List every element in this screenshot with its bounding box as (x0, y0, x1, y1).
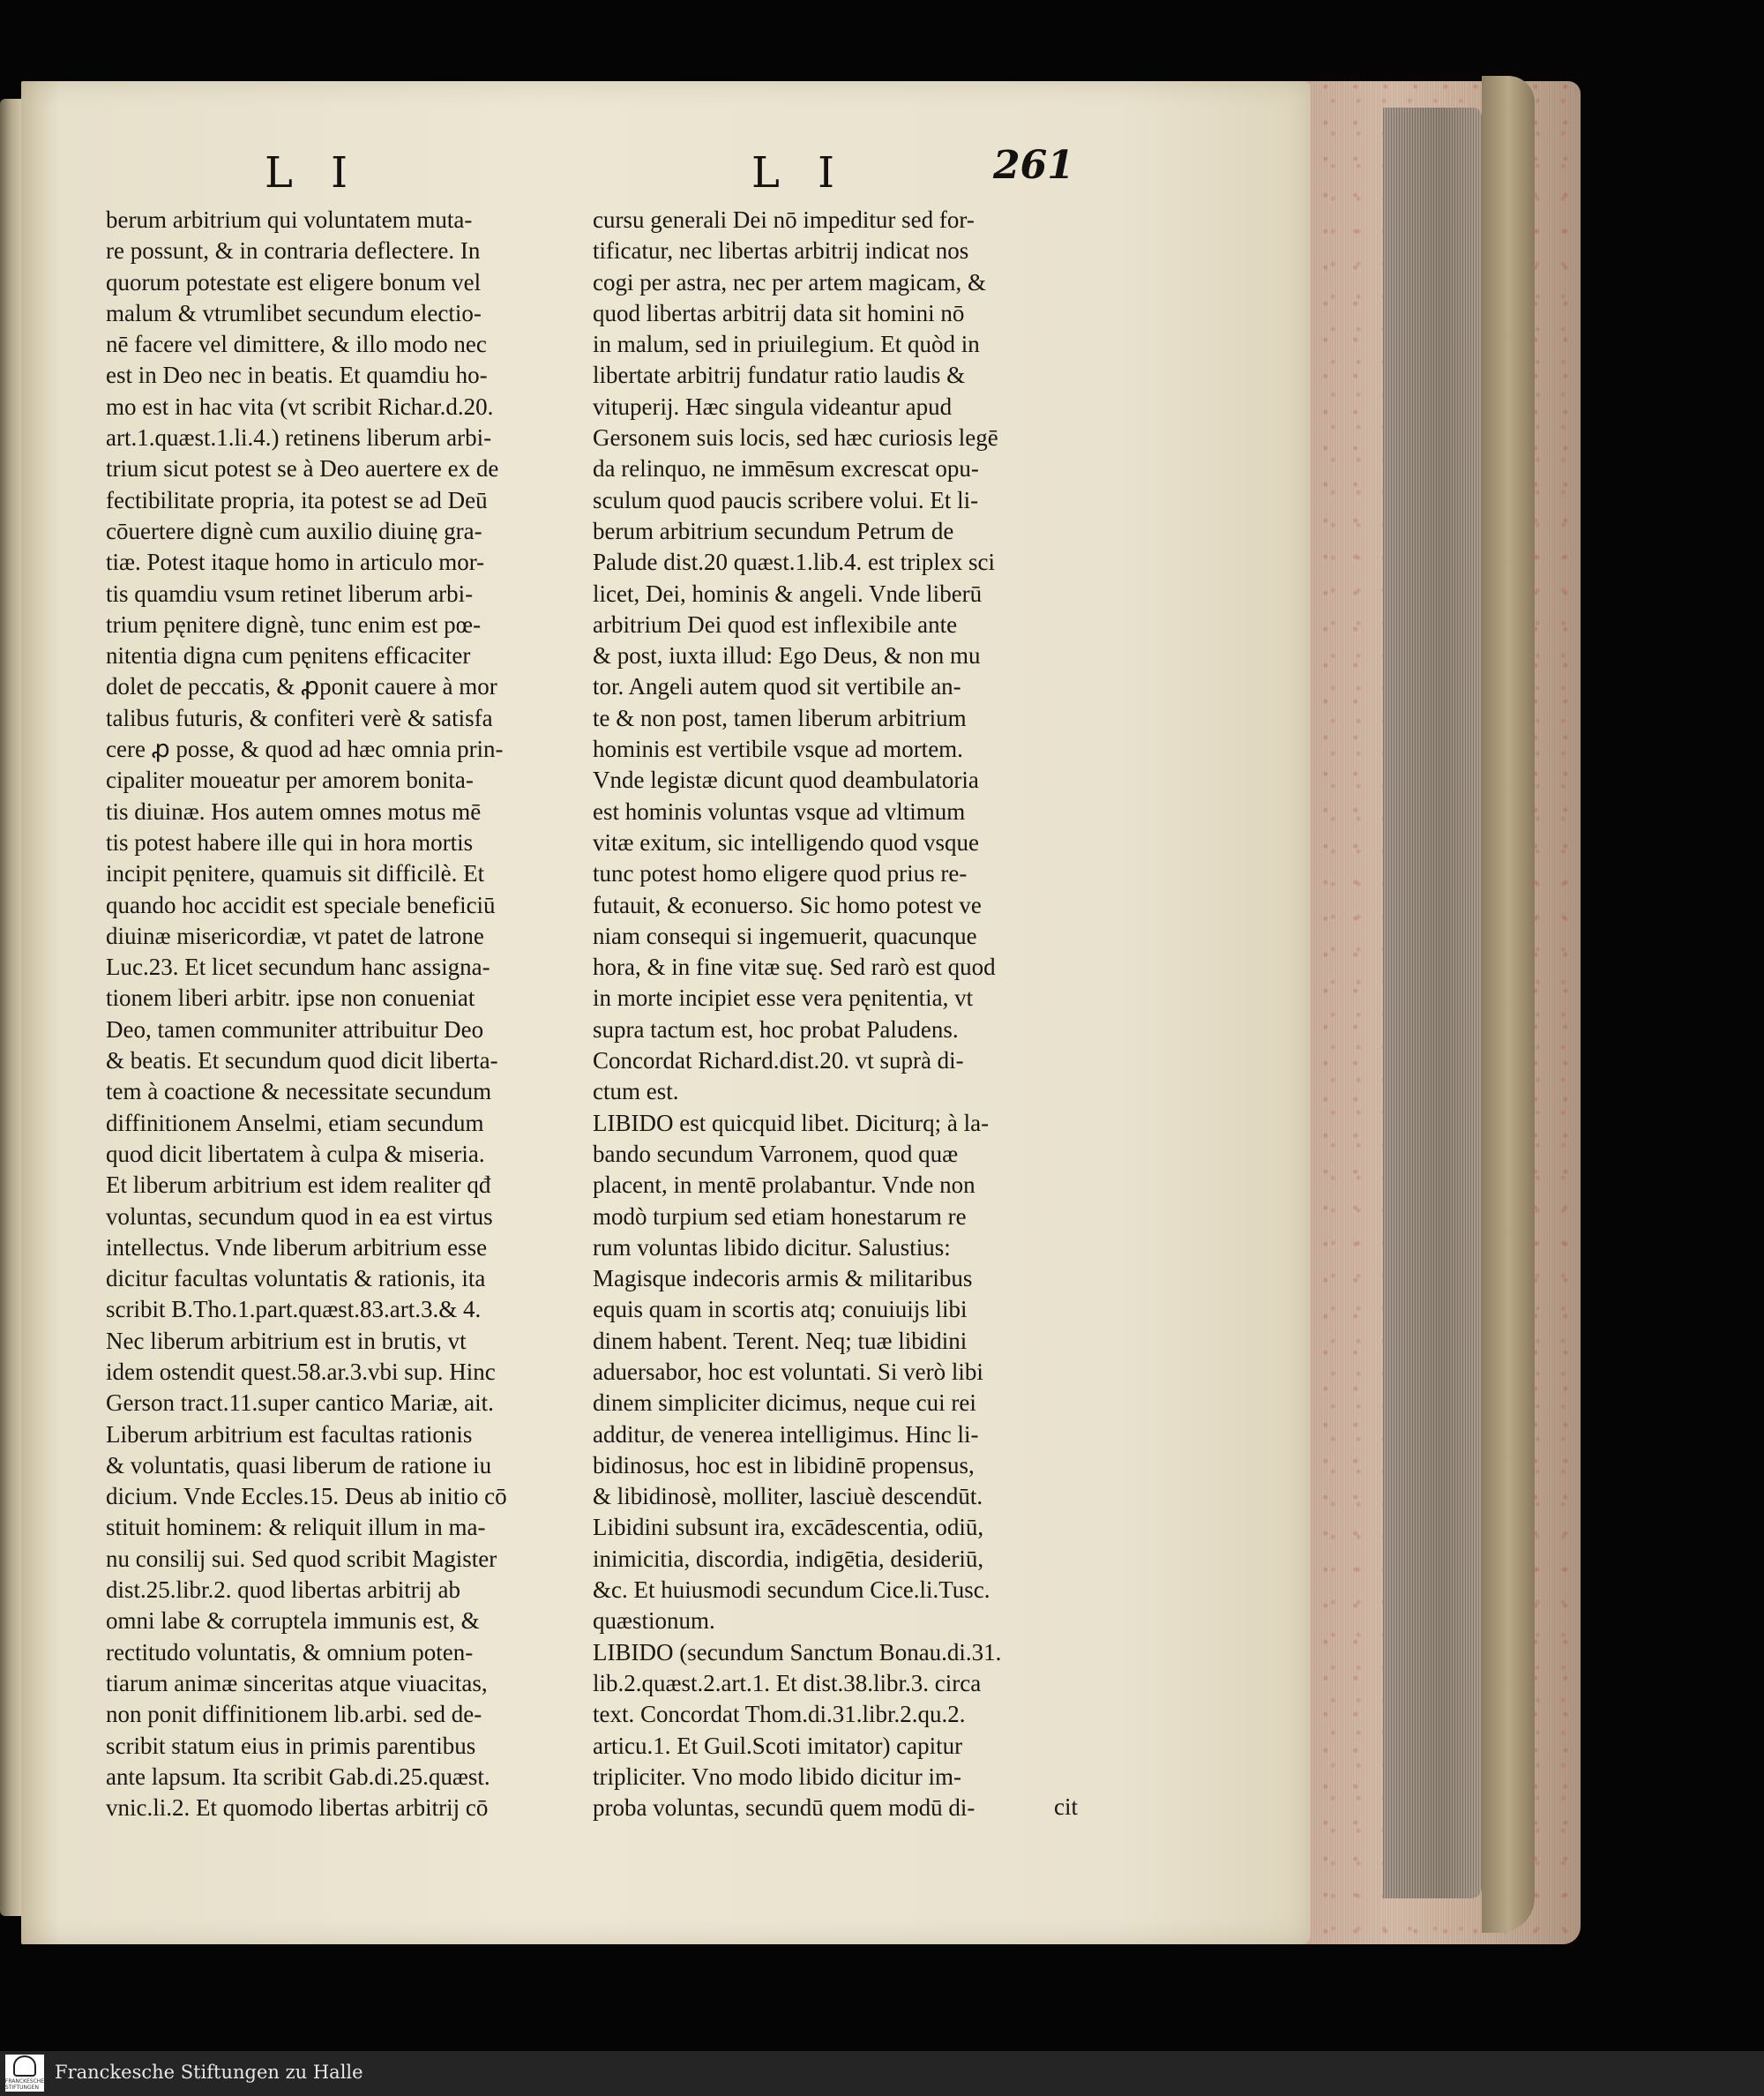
text-line: modò turpium sed etiam honestarum re (593, 1202, 967, 1230)
text-line: cōuertere dignè cum auxilio diuinę gra- (106, 517, 482, 544)
text-line: est hominis voluntas vsque ad vltimum (593, 797, 966, 825)
text-line: Gersonem suis locis, sed hæc curiosis legē (593, 424, 998, 452)
text-line: dinem simpliciter dicimus, neque cui rei (593, 1389, 976, 1417)
text-line: vituperij. Hæc singula videantur apud (593, 393, 953, 420)
text-line: nitentia digna cum pęnitens efficaciter (106, 642, 471, 670)
text-line: text. Concordat Thom.di.31.libr.2.qu.2. (593, 1701, 966, 1728)
text-line: ctum est. (593, 1078, 679, 1105)
running-head-right: L I (751, 148, 848, 198)
text-line: equis quam in scortis atq; conuiuijs libi (593, 1296, 968, 1323)
catchword: cit (1054, 1793, 1078, 1820)
text-line: inimicitia, discordia, indigētia, desideriū, (593, 1545, 984, 1572)
institution-name: Franckesche Stiftungen zu Halle (55, 2062, 363, 2083)
text-line: est in Deo nec in beatis. Et quamdiu ho- (106, 362, 488, 389)
text-line: quorum potestate est eligere bonum vel (106, 268, 482, 296)
text-line: diffinitionem Anselmi, etiam secundum (106, 1109, 484, 1136)
text-line: tor. Angeli autem quod sit vertibile an- (593, 673, 961, 700)
text-line: trium pęnitere dignè, tunc enim est pœ- (106, 610, 482, 638)
text-line: cogi per astra, nec per artem magicam, & (593, 268, 987, 296)
text-line: dinem habent. Terent. Neq; tuæ libidini (593, 1327, 968, 1354)
text-line: Liberum arbitrium est facultas rationis (106, 1420, 473, 1448)
text-line: trium sicut potest se à Deo auertere ex de (106, 455, 499, 483)
text-line: Palude dist.20 quæst.1.lib.4. est triplex sci (593, 549, 995, 576)
text-line: & libidinosè, molliter, lasciuè descendūt. (593, 1483, 983, 1510)
text-line: ante lapsum. Ita scribit Gab.di.25.quæst. (106, 1763, 490, 1790)
text-line: hominis est vertibile vsque ad mortem. (593, 736, 963, 763)
text-line: fectibilitate propria, ita potest se ad Deū (106, 486, 488, 513)
text-line: & voluntatis, quasi liberum de ratione iu (106, 1451, 492, 1478)
text-line: te & non post, tamen liberum arbitrium (593, 704, 967, 731)
text-line: dist.25.libr.2. quod libertas arbitrij ab (106, 1576, 460, 1604)
text-line: Concordat Richard.dist.20. vt suprà di- (593, 1047, 964, 1074)
text-line: licet, Dei, hominis & angeli. Vnde liberū (593, 580, 983, 607)
text-line: tificatur, nec libertas arbitrij indicat nos (593, 237, 969, 265)
text-line: lib.2.quæst.2.art.1. Et dist.38.libr.3. circa (593, 1669, 982, 1696)
text-line: Luc.23. Et licet secundum hanc assigna- (106, 954, 490, 981)
book-cover-edge (1482, 76, 1535, 1933)
text-line: non ponit diffinitionem lib.arbi. sed de- (106, 1701, 482, 1728)
text-line: rectitudo voluntatis, & omnium poten- (106, 1638, 474, 1666)
text-line: omni labe & corruptela immunis est, & (106, 1607, 480, 1635)
text-line: Nec liberum arbitrium est in brutis, vt (106, 1327, 467, 1354)
text-line: tem à coactione & necessitate secundum (106, 1078, 492, 1105)
text-line: mo est in hac vita (vt scribit Richar.d.20. (106, 393, 494, 420)
seal-icon (13, 2055, 36, 2077)
text-line: nu consilij sui. Sed quod scribit Magister (106, 1545, 497, 1572)
text-line: LIBIDO est quicquid libet. Diciturq; à la- (593, 1109, 990, 1136)
text-line: idem ostendit quest.58.ar.3.vbi sup. Hinc (106, 1358, 496, 1385)
text-line: additur, de venerea intelligimus. Hinc li- (593, 1420, 979, 1448)
text-line: dicium. Vnde Eccles.15. Deus ab initio cō (106, 1483, 507, 1510)
text-line: nē facere vel dimittere, & illo modo nec (106, 331, 487, 358)
text-line: niam consequi si ingemuerit, quacunque (593, 922, 977, 949)
text-line: scribit statum eius in primis parentibus (106, 1732, 476, 1759)
text-line: tiarum animæ sinceritas atque viuacitas, (106, 1669, 488, 1696)
text-line: & beatis. Et secundum quod dicit liberta- (106, 1047, 498, 1074)
text-line: aduersabor, hoc est voluntati. Si verò libi (593, 1358, 983, 1385)
text-line: da relinquo, ne immēsum excrescat opu- (593, 455, 979, 483)
text-line: tripliciter. Vno modo libido dicitur im- (593, 1763, 961, 1790)
text-line: vnic.li.2. Et quomodo libertas arbitrij cō (106, 1794, 489, 1822)
logo-text: FRANCKESCHE STIFTUNGEN (4, 2078, 45, 2091)
text-line: scribit B.Tho.1.part.quæst.83.art.3.& 4. (106, 1296, 482, 1323)
text-line: Vnde legistæ dicunt quod deambulatoria (593, 767, 979, 794)
text-line: proba voluntas, secundū quem modū di- (593, 1794, 975, 1822)
text-line: tunc potest homo eligere quod prius re- (593, 860, 968, 887)
text-line: & post, iuxta illud: Ego Deus, & non mu (593, 642, 981, 670)
text-line: futauit, & econuerso. Sic homo potest ve (593, 891, 982, 918)
text-line: incipit pęnitere, quamuis sit difficilè. Et (106, 860, 485, 887)
text-line: intellectus. Vnde liberum arbitrium esse (106, 1233, 488, 1261)
text-line: hora, & in fine vitæ suę. Sed rarò est quod (593, 954, 996, 981)
text-line: &c. Et huiusmodi secundum Cice.li.Tusc. (593, 1576, 990, 1604)
viewer-footer (0, 2051, 1764, 2096)
text-line: talibus futuris, & confiteri verè & satisfa (106, 704, 493, 731)
text-line: cursu generali Dei nō impeditur sed for- (593, 206, 975, 233)
page-number: 261 (993, 143, 1074, 188)
text-column-left (106, 205, 591, 1823)
text-line: in malum, sed in priuilegium. Et quòd in (593, 331, 980, 358)
text-line: voluntas, secundum quod in ea est virtus (106, 1202, 493, 1230)
text-line: stituit hominem: & reliquit illum in ma- (106, 1514, 486, 1541)
text-line: libertate arbitrij fundatur ratio laudis & (593, 362, 966, 389)
text-line: tis diuinæ. Hos autem omnes motus mē (106, 797, 482, 825)
text-line: tiæ. Potest itaque homo in articulo mor- (106, 549, 485, 576)
text-line: quando hoc accidit est speciale beneficiū (106, 891, 496, 918)
text-line: art.1.quæst.1.li.4.) retinens liberum arbi- (106, 424, 492, 452)
text-line: dicitur facultas voluntatis & rationis, ita (106, 1265, 486, 1292)
text-line: articu.1. Et Guil.Scoti imitator) capitur (593, 1732, 963, 1759)
text-line: tionem liberi arbitr. ipse non conueniat (106, 984, 475, 1012)
text-line: tis quamdiu vsum retinet liberum arbi- (106, 580, 474, 607)
text-line: sculum quod paucis scribere volui. Et li- (593, 486, 979, 513)
text-line: vitæ exitum, sic intelligendo quod vsque (593, 828, 979, 856)
text-line: bidinosus, hoc est in libidinē propensus, (593, 1451, 975, 1478)
text-line: rum voluntas libido dicitur. Salustius: (593, 1233, 951, 1261)
text-line: cipaliter moueatur per amorem bonita- (106, 767, 474, 794)
institution-logo[interactable] (5, 2055, 44, 2092)
text-line: LIBIDO (secundum Sanctum Bonau.di.31. (593, 1638, 1002, 1666)
text-line: diuinæ misericordiæ, vt patet de latrone (106, 922, 484, 949)
text-line: Magisque indecoris armis & militaribus (593, 1265, 973, 1292)
text-line: quod dicit libertatem à culpa & miseria. (106, 1140, 485, 1167)
text-line: placent, in mentē prolabantur. Vnde non (593, 1172, 975, 1199)
running-head-left: L I (265, 148, 361, 198)
text-line: Deo, tamen communiter attribuitur Deo (106, 1015, 484, 1043)
text-line: malum & vtrumlibet secundum electio- (106, 299, 482, 326)
text-line: berum arbitrium qui voluntatem muta- (106, 206, 473, 233)
text-line: in morte incipiet esse vera pęnitentia, vt (593, 984, 974, 1012)
text-line: tis potest habere ille qui in hora mortis (106, 828, 474, 856)
text-line: quod libertas arbitrij data sit homini nō (593, 299, 965, 326)
text-line: re possunt, & in contraria deflectere. In (106, 237, 481, 265)
text-line: cere ꝓ posse, & quod ad hæc omnia prin- (106, 736, 504, 763)
text-line: supra tactum est, hoc probat Paludens. (593, 1015, 959, 1043)
text-line: arbitrium Dei quod est inflexibile ante (593, 610, 958, 638)
text-line: Et liberum arbitrium est idem realiter qđ (106, 1172, 491, 1199)
text-line: dolet de peccatis, & ꝓponit cauere à mor (106, 673, 497, 700)
text-line: berum arbitrium secundum Petrum de (593, 517, 954, 544)
text-line: quæstionum. (593, 1607, 715, 1635)
text-line: Gerson tract.11.super cantico Mariæ, ait. (106, 1389, 494, 1417)
book-block-edge (1383, 108, 1482, 1898)
text-line: bando secundum Varronem, quod quæ (593, 1140, 959, 1167)
text-line: Libidini subsunt ira, excādescentia, odiū, (593, 1514, 984, 1541)
text-column-right (593, 205, 1115, 1823)
